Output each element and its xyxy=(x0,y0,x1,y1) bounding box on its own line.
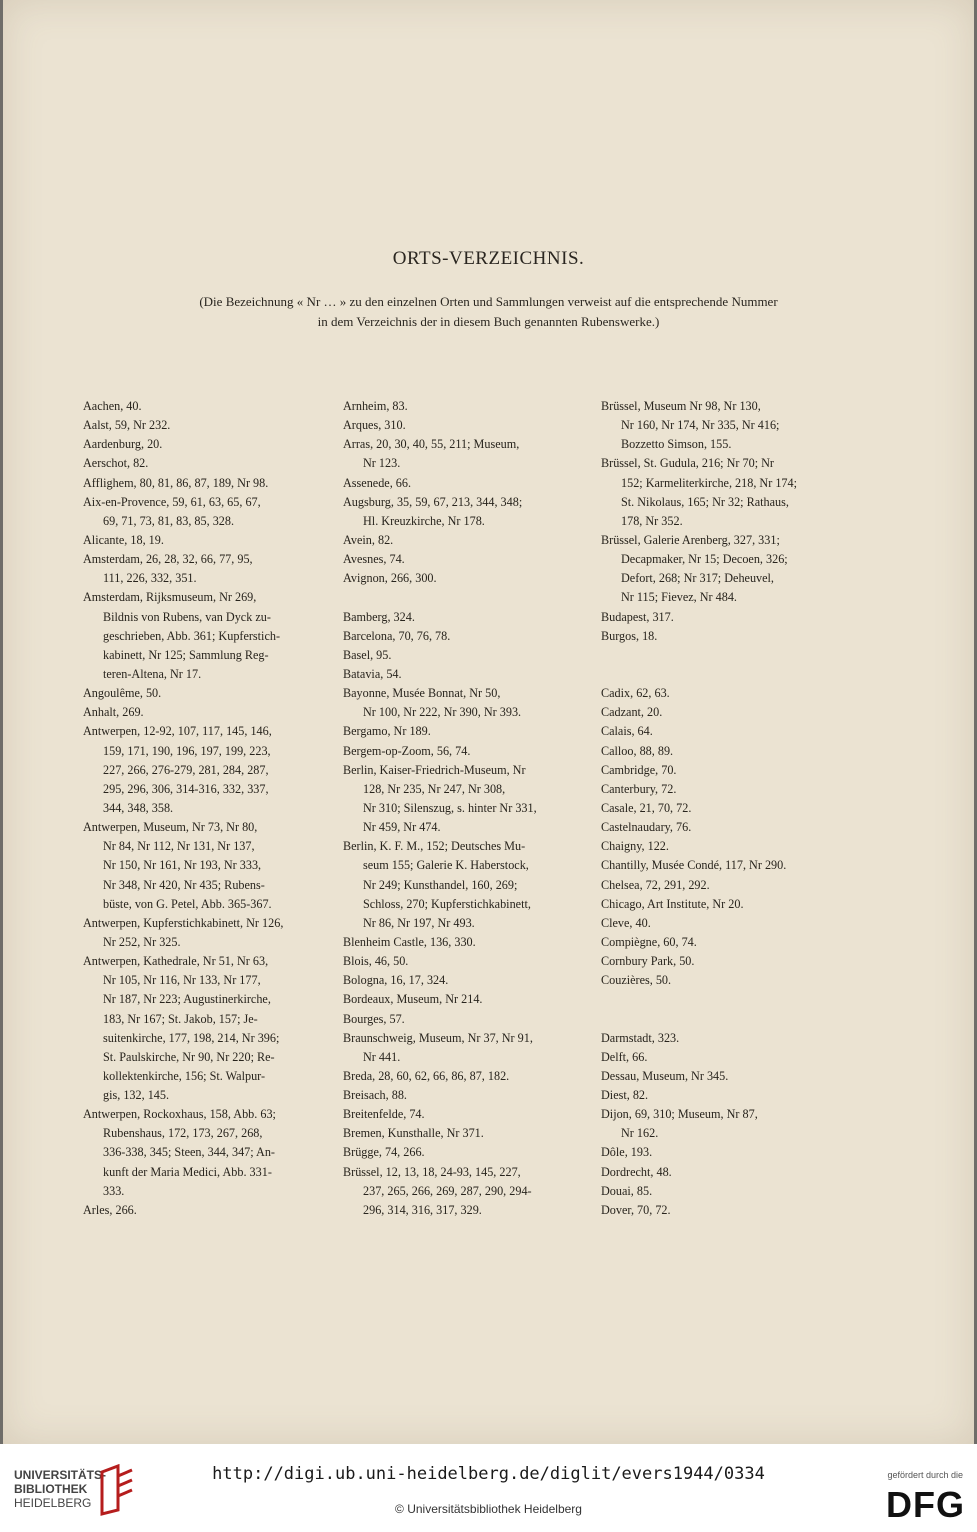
index-entry-line: 237, 265, 266, 269, 287, 290, 294- xyxy=(363,1183,532,1198)
dfg-logo[interactable]: DFG xyxy=(886,1484,965,1525)
index-entry-line: Amsterdam, Rijksmuseum, Nr 269, xyxy=(83,590,257,605)
index-entry-line: suitenkirche, 177, 198, 214, Nr 396; xyxy=(103,1030,280,1045)
index-entry-line: Diest, 82. xyxy=(601,1088,649,1103)
index-entry-line: Berlin, K. F. M., 152; Deutsches Mu- xyxy=(343,839,526,854)
index-entry-line: Nr 115; Fievez, Nr 484. xyxy=(621,590,737,605)
index-entry-line: Cadzant, 20. xyxy=(601,705,663,720)
index-entry-line: Couzières, 50. xyxy=(601,973,672,988)
index-entry-line: Brüssel, Galerie Arenberg, 327, 331; xyxy=(601,532,780,547)
index-entry-line: büste, von G. Petel, Abb. 365-367. xyxy=(103,896,272,911)
index-entry-line: gis, 132, 145. xyxy=(103,1088,170,1103)
index-entry-line: 336-338, 345; Steen, 344, 347; An- xyxy=(103,1145,275,1160)
index-entry-line: Braunschweig, Museum, Nr 37, Nr 91, xyxy=(343,1030,533,1045)
index-entry-line: Compiègne, 60, 74. xyxy=(601,934,697,949)
index-entry-line: Aalst, 59, Nr 232. xyxy=(83,418,171,433)
index-entry-line: Nr 160, Nr 174, Nr 335, Nr 416; xyxy=(621,418,780,433)
index-entry-line: Nr 123. xyxy=(363,456,401,471)
scanned-page xyxy=(3,0,974,1444)
index-entry-line: St. Nikolaus, 165; Nr 32; Rathaus, xyxy=(621,494,789,509)
index-entry-line: Breda, 28, 60, 62, 66, 86, 87, 182. xyxy=(343,1068,510,1083)
index-entry-line: Bamberg, 324. xyxy=(343,609,415,624)
index-entry-line: Bergem-op-Zoom, 56, 74. xyxy=(343,743,471,758)
index-entry-line: Dôle, 193. xyxy=(601,1145,653,1160)
index-entry-line: Bergamo, Nr 189. xyxy=(343,724,431,739)
index-entry-line: 152; Karmeliterkirche, 218, Nr 174; xyxy=(621,475,797,490)
index-gap xyxy=(601,646,841,665)
index-entry-line: Bourges, 57. xyxy=(343,1011,405,1026)
index-entry-line: Bayonne, Musée Bonnat, Nr 50, xyxy=(343,686,501,701)
index-entry-line: Aardenburg, 20. xyxy=(83,437,163,452)
index-entry-line: Nr 348, Nr 420, Nr 435; Rubens- xyxy=(103,877,265,892)
library-line: HEIDELBERG xyxy=(14,1496,92,1510)
index-entry-line: Chantilly, Musée Condé, 117, Nr 290. xyxy=(601,858,787,873)
index-entry-line: Rubenshaus, 172, 173, 267, 268, xyxy=(103,1126,263,1141)
index-entry-line: Budapest, 317. xyxy=(601,609,674,624)
index-gap xyxy=(601,990,841,1009)
index-entry-line: Calais, 64. xyxy=(601,724,653,739)
index-entry-line: Nr 162. xyxy=(621,1126,659,1141)
index-entry-line: Defort, 268; Nr 317; Deheuvel, xyxy=(621,571,774,586)
index-entry-line: Chaigny, 122. xyxy=(601,839,669,854)
index-entry-line: Bologna, 16, 17, 324. xyxy=(343,973,449,988)
index-entry-line: Blenheim Castle, 136, 330. xyxy=(343,934,476,949)
index-entry-line: teren-Altena, Nr 17. xyxy=(103,666,202,681)
explanatory-note xyxy=(73,292,904,332)
index-entry-line: St. Paulskirche, Nr 90, Nr 220; Re- xyxy=(103,1049,275,1064)
index-entry-line: Breisach, 88. xyxy=(343,1088,407,1103)
index-entry-line: 111, 226, 332, 351. xyxy=(103,571,197,586)
index-entry-line: Aachen, 40. xyxy=(83,399,142,413)
index-entry-line: 69, 71, 73, 81, 83, 85, 328. xyxy=(103,513,235,528)
index-entry-line: Brüssel, Museum Nr 98, Nr 130, xyxy=(601,399,761,413)
index-entry-line: Cadix, 62, 63. xyxy=(601,686,670,701)
index-entry-line: Nr 187, Nr 223; Augustinerkirche, xyxy=(103,992,271,1007)
index-entry-line: Nr 100, Nr 222, Nr 390, Nr 393. xyxy=(363,705,522,720)
index-entry-line: 183, Nr 167; St. Jakob, 157; Je- xyxy=(103,1011,258,1026)
index-entry-line: Brügge, 74, 266. xyxy=(343,1145,425,1160)
index-entry-line: Anhalt, 269. xyxy=(83,705,144,720)
index-gap xyxy=(601,665,841,684)
index-entry-line: kunft der Maria Medici, Abb. 331- xyxy=(103,1164,272,1179)
index-entry-line: 344, 348, 358. xyxy=(103,800,174,815)
index-entry-line: Antwerpen, Museum, Nr 73, Nr 80, xyxy=(83,820,258,835)
index-entry-line: Breitenfelde, 74. xyxy=(343,1107,425,1122)
index-entry-line: Dessau, Museum, Nr 345. xyxy=(601,1068,729,1083)
index-entry-line: 296, 314, 316, 317, 329. xyxy=(363,1202,482,1217)
library-line: BIBLIOTHEK xyxy=(14,1482,88,1496)
index-entry-line: 178, Nr 352. xyxy=(621,513,683,528)
index-entry-line: Chelsea, 72, 291, 292. xyxy=(601,877,710,892)
index-entry-line: Bildnis von Rubens, van Dyck zu- xyxy=(103,609,271,624)
index-entry-line: kollektenkirche, 156; St. Walpur- xyxy=(103,1068,266,1083)
page-title: ORTS-VERZEICHNIS. xyxy=(392,248,585,269)
index-column-3 xyxy=(601,397,841,1220)
index-entry-line: Nr 150, Nr 161, Nr 193, Nr 333, xyxy=(103,858,262,873)
index-entry-line: Dijon, 69, 310; Museum, Nr 87, xyxy=(601,1107,758,1122)
index-entry-line: Brüssel, 12, 13, 18, 24-93, 145, 227, xyxy=(343,1164,521,1179)
index-entry-line: Delft, 66. xyxy=(601,1049,648,1064)
copyright-notice: © Universitätsbibliothek Heidelberg xyxy=(395,1502,582,1516)
index-entry-line: Canterbury, 72. xyxy=(601,781,677,796)
index-entry-line: 128, Nr 235, Nr 247, Nr 308, xyxy=(363,781,506,796)
index-entry-line: Aix-en-Provence, 59, 61, 63, 65, 67, xyxy=(83,494,261,509)
index-entry-line: Dordrecht, 48. xyxy=(601,1164,672,1179)
index-entry-line: Barcelona, 70, 76, 78. xyxy=(343,628,451,643)
index-entry-line: Bremen, Kunsthalle, Nr 371. xyxy=(343,1126,484,1141)
index-column-2 xyxy=(343,397,581,1220)
index-entry-line: 333. xyxy=(103,1183,125,1198)
index-entry-line: Assenede, 66. xyxy=(343,475,412,490)
index-entry-line: Augsburg, 35, 59, 67, 213, 344, 348; xyxy=(343,494,523,509)
index-entry-line: Nr 84, Nr 112, Nr 131, Nr 137, xyxy=(103,839,255,854)
index-entry-line: Antwerpen, Rockoxhaus, 158, Abb. 63; xyxy=(83,1107,276,1122)
index-entry-line: Douai, 85. xyxy=(601,1183,653,1198)
library-line: UNIVERSITÄTS- xyxy=(14,1468,107,1482)
index-entry-line: Nr 441. xyxy=(363,1049,401,1064)
index-entry-line: Nr 105, Nr 116, Nr 133, Nr 177, xyxy=(103,973,261,988)
index-gap xyxy=(343,588,581,607)
index-entry-line: Avein, 82. xyxy=(343,532,394,547)
index-entry-line: seum 155; Galerie K. Haberstock, xyxy=(363,858,529,873)
index-entry-line: Antwerpen, Kathedrale, Nr 51, Nr 63, xyxy=(83,954,269,969)
permalink-url[interactable]: http://digi.ub.uni-heidelberg.de/diglit/evers1944/0334 xyxy=(212,1464,765,1484)
index-entry-line: Batavia, 54. xyxy=(343,666,402,681)
index-entry-line: Afflighem, 80, 81, 86, 87, 189, Nr 98. xyxy=(83,475,269,490)
note-line: (Die Bezeichnung « Nr … » zu den einzelnen Orten und Sammlungen verweist auf die entsprechende Nummer xyxy=(199,294,778,309)
index-entry-line: Castelnaudary, 76. xyxy=(601,820,692,835)
index-entry-line: Decapmaker, Nr 15; Decoen, 326; xyxy=(621,552,788,567)
index-entry-line: Nr 459, Nr 474. xyxy=(363,820,441,835)
index-entry-line: Blois, 46, 50. xyxy=(343,954,409,969)
index-entry-line: Angoulême, 50. xyxy=(83,686,162,701)
note-line: in dem Verzeichnis der in diesem Buch genannten Rubenswerke.) xyxy=(317,314,660,329)
index-entry-line: Arras, 20, 30, 40, 55, 211; Museum, xyxy=(343,437,520,452)
index-entry-line: Cornbury Park, 50. xyxy=(601,954,695,969)
index-entry-line: Basel, 95. xyxy=(343,647,392,662)
index-gap xyxy=(601,1010,841,1029)
index-entry-line: Cleve, 40. xyxy=(601,915,651,930)
index-entry-line: Arles, 266. xyxy=(83,1202,137,1217)
index-entry-line: Arnheim, 83. xyxy=(343,399,408,413)
index-entry-line: Nr 310; Silenszug, s. hinter Nr 331, xyxy=(363,800,537,815)
index-entry-line: Dover, 70, 72. xyxy=(601,1202,671,1217)
index-entry-line: Brüssel, St. Gudula, 216; Nr 70; Nr xyxy=(601,456,774,471)
index-entry-line: Cambridge, 70. xyxy=(601,762,677,777)
index-entry-line: Alicante, 18, 19. xyxy=(83,532,164,547)
index-entry-line: 227, 266, 276-279, 281, 284, 287, xyxy=(103,762,269,777)
index-entry-line: Avesnes, 74. xyxy=(343,552,405,567)
index-entry-line: Aerschot, 82. xyxy=(83,456,149,471)
index-entry-line: Casale, 21, 70, 72. xyxy=(601,800,692,815)
index-entry-line: Schloss, 270; Kupferstichkabinett, xyxy=(363,896,531,911)
index-entry-line: Nr 86, Nr 197, Nr 493. xyxy=(363,915,475,930)
index-entry-line: Bozzetto Simson, 155. xyxy=(621,437,732,452)
index-entry-line: Antwerpen, Kupferstichkabinett, Nr 126, xyxy=(83,915,284,930)
index-entry-line: Bordeaux, Museum, Nr 214. xyxy=(343,992,483,1007)
index-entry-line: 295, 296, 306, 314-316, 332, 337, xyxy=(103,781,269,796)
index-entry-line: Calloo, 88, 89. xyxy=(601,743,674,758)
index-entry-line: Berlin, Kaiser-Friedrich-Museum, Nr xyxy=(343,762,526,777)
index-entry-line: 159, 171, 190, 196, 197, 199, 223, xyxy=(103,743,271,758)
index-column-1 xyxy=(83,397,321,1220)
index-entry-line: Nr 252, Nr 325. xyxy=(103,934,181,949)
viewer-footer xyxy=(0,1444,977,1532)
index-entry-line: Hl. Kreuzkirche, Nr 178. xyxy=(363,513,485,528)
index-entry-line: Chicago, Art Institute, Nr 20. xyxy=(601,896,744,911)
index-entry-line: Avignon, 266, 300. xyxy=(343,571,437,586)
index-entry-line: geschrieben, Abb. 361; Kupferstich- xyxy=(103,628,281,643)
index-entry-line: Arques, 310. xyxy=(343,418,406,433)
funding-caption: gefördert durch die xyxy=(887,1470,963,1480)
index-entry-line: Antwerpen, 12-92, 107, 117, 145, 146, xyxy=(83,724,272,739)
index-entry-line: Nr 249; Kunsthandel, 160, 269; xyxy=(363,877,518,892)
index-entry-line: kabinett, Nr 125; Sammlung Reg- xyxy=(103,647,269,662)
index-entry-line: Amsterdam, 26, 28, 32, 66, 77, 95, xyxy=(83,552,253,567)
index-entry-line: Burgos, 18. xyxy=(601,628,658,643)
index-entry-line: Darmstadt, 323. xyxy=(601,1030,680,1045)
